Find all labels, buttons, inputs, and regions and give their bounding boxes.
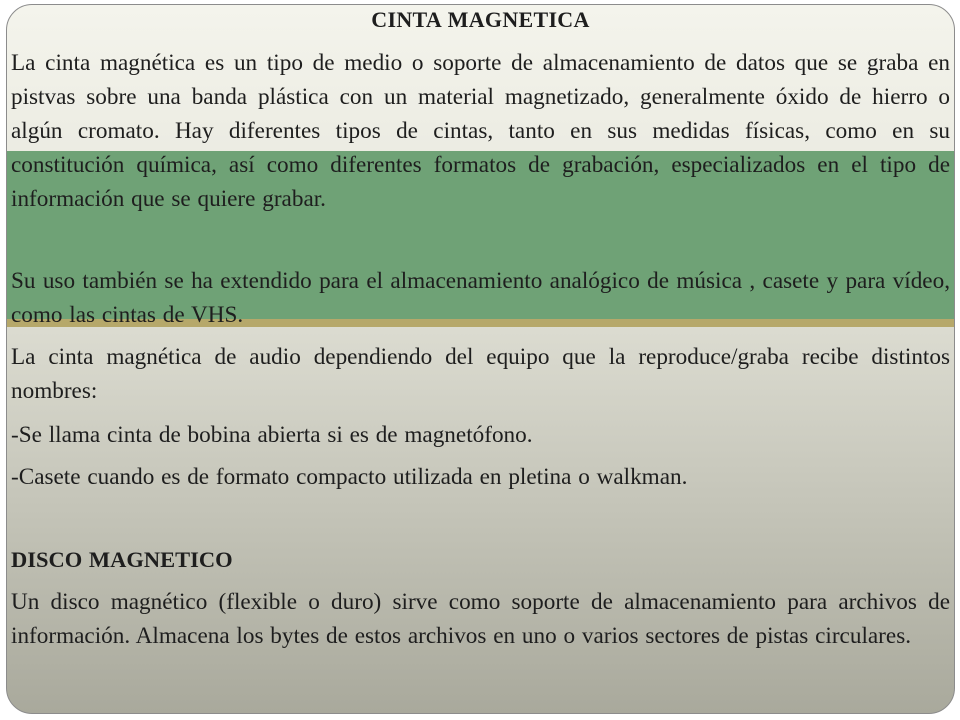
- cinta-audio-names-paragraph: La cinta magnética de audio dependiendo del equipo que la reproduce/graba recibe distintos nombres:: [11, 344, 950, 404]
- disco-magnetico-title: DISCO MAGNETICO: [11, 547, 233, 572]
- cinta-uses-paragraph: Su uso también se ha extendido para el almacenamiento analógico de música , casete y para vídeo, como las cintas de VHS.: [11, 268, 950, 328]
- casete-item: -Casete cuando es de formato compacto utilizada en pletina o walkman.: [11, 464, 688, 490]
- cinta-magnetica-title: CINTA MAGNETICA: [371, 7, 590, 32]
- disco-definition-paragraph: Un disco magnético (flexible o duro) sirve como soporte de almacenamiento para archivos de información. Almacena los bytes de estos archivos en uno o varios sectores de pistas circulares.: [11, 589, 950, 649]
- cinta-definition-paragraph: La cinta magnética es un tipo de medio o soporte de almacenamiento de datos que se graba en pistvas sobre una banda plástica con un material magnetizado, generalmente óxido de hierro o algún cromato. Hay diferentes tipos de cintas, tanto en sus medidas físicas, como en su constitución química, así como diferentes formatos de grabación, especializados en el tipo de información que se quiere grabar.: [11, 50, 950, 212]
- bobina-abierta-item: -Se llama cinta de bobina abierta si es de magnetófono.: [11, 422, 533, 448]
